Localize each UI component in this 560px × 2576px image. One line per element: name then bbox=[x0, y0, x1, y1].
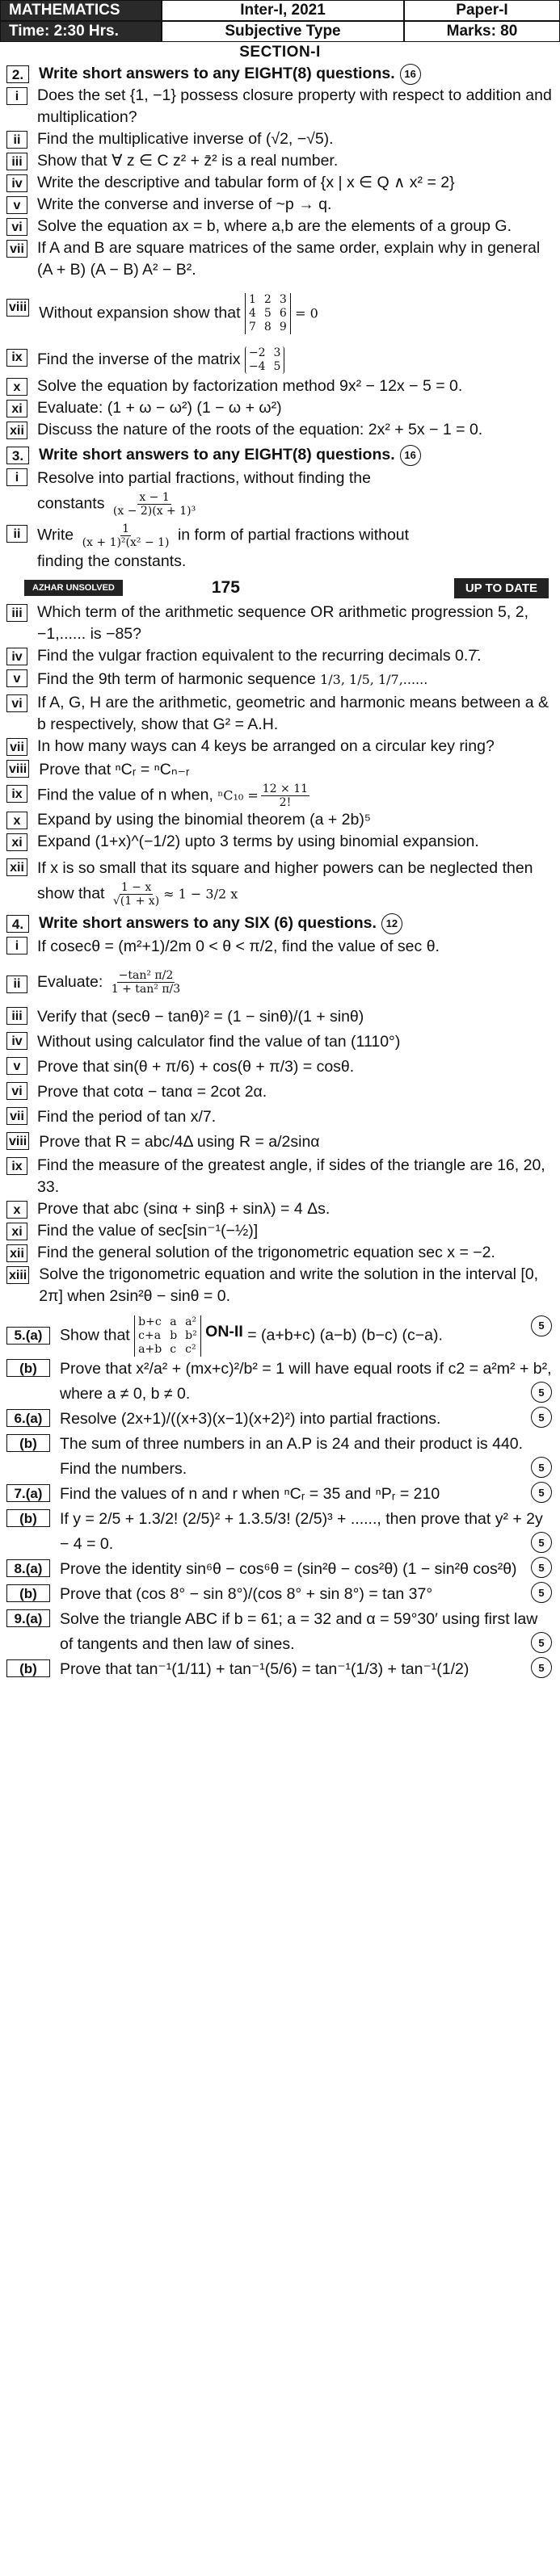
marks-cell: Marks: 80 bbox=[404, 21, 560, 42]
item-text: Resolve into partial fractions, without finding the constants $\frac{x - 1}{\text{(x − 2)(x + 1)³}}$ bbox=[37, 469, 371, 518]
determinant: b+c a a² c+a b b² a+b c c² bbox=[134, 1315, 201, 1357]
item-number: iii bbox=[6, 1007, 27, 1025]
item-number: xii bbox=[6, 858, 27, 876]
marks-circle: 5 bbox=[531, 1315, 552, 1336]
long-5a bbox=[6, 1315, 552, 1357]
marks-circle: 5 bbox=[531, 1482, 552, 1503]
item-number: xi bbox=[6, 833, 27, 851]
item-number: (b) bbox=[6, 1584, 50, 1602]
item-text: Resolve (2x+1)/((x+3)(x−1)(x+2)²) into partial fractions. 5 bbox=[60, 1407, 552, 1432]
item-text: Does the set {1, −1} possess closure property with respect to addition and multiplication? bbox=[37, 86, 552, 126]
item-text: Prove that x²/a² + (mx+c)²/b² = 1 will have equal roots if c2 = a²m² + b², where a ≠ 0, b ≠ 0. 5 bbox=[60, 1360, 552, 1403]
q3-item-v bbox=[6, 667, 552, 692]
publisher-label: AZHAR UNSOLVED bbox=[24, 580, 123, 596]
question-title: Write short answers to any EIGHT(8) questions. 16 bbox=[39, 63, 552, 85]
question-title: Write short answers to any EIGHT(8) questions. 16 bbox=[39, 444, 552, 466]
q3-item-i bbox=[6, 466, 552, 518]
item-text: Show that ∀ z ∈ C z² + z̄² is a real number. bbox=[37, 152, 339, 170]
item-number: (b) bbox=[6, 1509, 50, 1527]
page-number: 175 bbox=[211, 578, 240, 597]
item-number: xi bbox=[6, 1223, 27, 1240]
item-text: Prove that cotα − tanα = 2cot 2α. bbox=[37, 1083, 267, 1101]
long-6a bbox=[6, 1407, 552, 1432]
item-text: Prove that sin(θ + π/6) + cos(θ + π/3) = cosθ. bbox=[37, 1058, 355, 1076]
page-break-band bbox=[0, 577, 560, 598]
q2-item-ii bbox=[6, 128, 552, 150]
item-text: Solve the trigonometric equation and write the solution in the interval [0, 2π] when 2sin²θ − sinθ = 0. bbox=[39, 1265, 539, 1305]
item-number: x bbox=[6, 378, 27, 396]
header-row-1 bbox=[0, 0, 560, 21]
fraction: $\frac{\text{−tan² π/2}}{\text{1 + tan² π/3}}$ bbox=[111, 969, 181, 996]
item-number: vii bbox=[6, 240, 27, 258]
item-number: viii bbox=[6, 1132, 29, 1150]
type-cell: Subjective Type bbox=[162, 21, 404, 42]
item-text: Prove that R = abc/4Δ using R = a/2sinα bbox=[39, 1133, 320, 1151]
item-text: Find the values of n and r when ⁿCᵣ = 35 and ⁿPᵣ = 210 5 bbox=[60, 1482, 552, 1507]
item-text: Find the 9th term of harmonic sequence 1/3, 1/5, 1/7,...... bbox=[37, 670, 428, 688]
q3-item-iv bbox=[6, 645, 552, 667]
q3-item-vii bbox=[6, 736, 552, 757]
marks-circle: 16 bbox=[400, 445, 421, 466]
item-text: Evaluate: (1 + ω − ω²) (1 − ω + ω²) bbox=[37, 399, 282, 417]
item-number: xiii bbox=[6, 1266, 29, 1284]
item-text: Write the converse and inverse of ~p → q. bbox=[37, 195, 332, 213]
marks-circle: 5 bbox=[531, 1582, 552, 1603]
item-text: Expand (1+x)^(−1/2) upto 3 terms by using binomial expansion. bbox=[37, 833, 479, 850]
item-number: 8.(a) bbox=[6, 1559, 50, 1577]
section-2-label: ON-II bbox=[205, 1323, 243, 1340]
q2-item-i bbox=[6, 85, 552, 128]
q4-item-v bbox=[6, 1055, 552, 1080]
item-text: Prove that (cos 8° − sin 8°)/(cos 8° + sin 8°) = tan 37° 5 bbox=[60, 1582, 552, 1607]
item-number: xii bbox=[6, 422, 27, 439]
q2-item-viii bbox=[6, 287, 552, 334]
item-number: x bbox=[6, 1201, 27, 1219]
fraction: $\frac{1 - x}{√(1 + x)}$ bbox=[112, 881, 160, 908]
item-number: (b) bbox=[6, 1659, 50, 1677]
q3-item-xi bbox=[6, 831, 552, 853]
item-text: Prove that tan⁻¹(1/11) + tan⁻¹(5/6) = tan⁻¹(1/3) + tan⁻¹(1/2) 5 bbox=[60, 1657, 552, 1682]
item-number: ix bbox=[6, 349, 27, 367]
item-text: If A and B are square matrices of the same order, explain why in general (A + B) (A − B) A² − B². bbox=[37, 239, 541, 279]
q3-item-iii bbox=[6, 602, 552, 645]
question-title: Write short answers to any SIX (6) questions. 12 bbox=[39, 913, 552, 934]
q4-item-vii bbox=[6, 1105, 552, 1130]
item-number: viii bbox=[6, 299, 29, 317]
q2-item-ix bbox=[6, 341, 552, 375]
q4-item-ii bbox=[6, 966, 552, 998]
q3-item-vi bbox=[6, 692, 552, 736]
q3-heading bbox=[6, 444, 552, 466]
section-title: SECTION-I bbox=[239, 44, 321, 61]
item-number: ii bbox=[6, 131, 27, 149]
item-number: i bbox=[6, 468, 27, 486]
q4-heading bbox=[6, 913, 552, 934]
item-number: vi bbox=[6, 694, 27, 712]
header-row-2 bbox=[0, 21, 560, 42]
item-number: ix bbox=[6, 785, 27, 803]
q2-item-xii bbox=[6, 419, 552, 441]
q4-item-i bbox=[6, 934, 552, 959]
item-number: iv bbox=[6, 648, 27, 665]
item-number: vii bbox=[6, 738, 27, 756]
item-text: Find the period of tan x/7. bbox=[37, 1108, 217, 1126]
marks-circle: 5 bbox=[531, 1532, 552, 1553]
marks-circle: 12 bbox=[381, 913, 402, 934]
item-number: vi bbox=[6, 218, 27, 236]
item-text: Expand by using the binomial theorem (a + 2b)⁵ bbox=[37, 811, 371, 829]
item-number: ix bbox=[6, 1157, 27, 1175]
item-number: v bbox=[6, 196, 27, 214]
item-text: If cosecθ = (m²+1)/2m 0 < θ < π/2, find the value of sec θ. bbox=[37, 938, 440, 955]
item-text: Find the inverse of the matrix −2 3 −4 5 bbox=[37, 341, 552, 375]
item-number: iii bbox=[6, 604, 27, 622]
q3-item-ii bbox=[6, 522, 552, 574]
subject-cell: MATHEMATICS bbox=[0, 0, 162, 21]
item-number: xi bbox=[6, 400, 27, 417]
q4-item-iv bbox=[6, 1030, 552, 1055]
item-number: 7.(a) bbox=[6, 1484, 50, 1502]
q4-item-xi bbox=[6, 1220, 552, 1242]
q4-item-vi bbox=[6, 1080, 552, 1105]
item-text: Prove the identity sin⁶θ − cos⁶θ = (sin²θ − cos²θ) (1 − sin²θ cos²θ) 5 bbox=[60, 1557, 552, 1582]
long-5b bbox=[6, 1357, 552, 1407]
item-number: viii bbox=[6, 760, 29, 778]
uptodate-label: UP TO DATE bbox=[454, 578, 549, 598]
fraction: $\frac{1}{\text{(x + 1)²(x² − 1)}}$ bbox=[82, 522, 170, 549]
item-text: Discuss the nature of the roots of the equation: 2x² + 5x − 1 = 0. bbox=[37, 421, 483, 438]
item-number: i bbox=[6, 87, 27, 105]
matrix: −2 3 −4 5 bbox=[245, 346, 285, 374]
fraction: $\frac{x - 1}{\text{(x − 2)(x + 1)³}}$ bbox=[112, 491, 196, 518]
q4-item-xii bbox=[6, 1242, 552, 1264]
item-number: i bbox=[6, 937, 27, 954]
q2-item-vi bbox=[6, 216, 552, 237]
item-text: Find the value of n when, ⁿC₁₀ = $\frac{12 \times 11}{2!}$ bbox=[37, 782, 309, 809]
item-number: iv bbox=[6, 174, 27, 192]
q4-item-ix bbox=[6, 1155, 552, 1198]
q3-item-x bbox=[6, 809, 552, 831]
item-text: Evaluate: $\frac{\text{−tan² π/2}}{\text{1 + tan² π/3}}$ bbox=[37, 969, 181, 996]
q3-item-xii bbox=[6, 856, 552, 908]
item-text: Find the general solution of the trigonometric equation sec x = −2. bbox=[37, 1244, 495, 1261]
long-7b bbox=[6, 1507, 552, 1557]
item-number: v bbox=[6, 669, 27, 687]
marks-circle: 5 bbox=[531, 1657, 552, 1678]
q2-item-iii bbox=[6, 150, 552, 172]
item-text: Show that b+c a a² c+a b b² a+b c c² ON-II = (a+b+c) (a−b) (b−c) (c−a). 5 bbox=[60, 1315, 552, 1357]
item-number: ii bbox=[6, 975, 27, 993]
item-text: Solve the equation by factorization method 9x² − 12x − 5 = 0. bbox=[37, 377, 463, 395]
item-number: 5.(a) bbox=[6, 1327, 50, 1345]
marks-circle: 16 bbox=[400, 64, 421, 85]
item-number: xii bbox=[6, 1244, 27, 1262]
item-text: Find the value of sec[sin⁻¹(−½)] bbox=[37, 1222, 259, 1240]
marks-circle: 5 bbox=[531, 1407, 552, 1428]
long-8b bbox=[6, 1582, 552, 1607]
question-number: 3. bbox=[6, 447, 29, 464]
item-text: The sum of three numbers in an A.P is 24 and their product is 440. Find the numbers. 5 bbox=[60, 1432, 552, 1482]
q2-item-iv bbox=[6, 172, 552, 194]
item-number: (b) bbox=[6, 1434, 50, 1452]
marks-circle: 5 bbox=[531, 1557, 552, 1578]
item-text: Without using calculator find the value of tan (1110°) bbox=[37, 1033, 401, 1051]
marks-circle: 5 bbox=[531, 1457, 552, 1478]
long-7a bbox=[6, 1482, 552, 1507]
marks-circle: 5 bbox=[531, 1632, 552, 1653]
item-number: 9.(a) bbox=[6, 1609, 50, 1627]
item-text: Write $\frac{1}{\text{(x + 1)²(x² − 1)}}$ in form of partial fractions without finding the constants. bbox=[37, 522, 410, 570]
q2-item-xi bbox=[6, 397, 552, 419]
item-number: ii bbox=[6, 525, 27, 543]
item-text: If x is so small that its square and higher powers can be neglected then show that $\frac{1 - x}{√(1 + x)}$ ≈ 1 − 3/2 x bbox=[37, 859, 533, 908]
q2-heading bbox=[6, 63, 552, 85]
q4-item-xiii bbox=[6, 1264, 552, 1307]
q3-item-viii bbox=[6, 757, 552, 782]
item-number: (b) bbox=[6, 1359, 50, 1377]
time-cell: Time: 2:30 Hrs. bbox=[0, 21, 162, 42]
item-text: Which term of the arithmetic sequence OR arithmetic progression 5, 2, −1,...... is −85? bbox=[37, 603, 529, 643]
item-text: If y = 2/5 + 1.3/2! (2/5)² + 1.3.5/3! (2/5)³ + ......, then prove that y² + 2y − 4 = 0. 5 bbox=[60, 1507, 552, 1557]
q4-item-iii bbox=[6, 1005, 552, 1030]
q2-item-x bbox=[6, 375, 552, 397]
item-text: In how many ways can 4 keys be arranged on a circular key ring? bbox=[37, 737, 495, 755]
item-text: Without expansion show that 1 2 3 4 5 6 7 8 9 = 0 bbox=[39, 293, 318, 334]
item-text: Prove that ⁿCᵣ = ⁿCₙ₋ᵣ bbox=[39, 761, 190, 778]
question-number: 4. bbox=[6, 915, 29, 933]
item-text: Find the measure of the greatest angle, if sides of the triangle are 16, 20, 33. bbox=[37, 1156, 545, 1196]
item-text: Solve the equation ax = b, where a,b are the elements of a group G. bbox=[37, 217, 512, 235]
long-8a bbox=[6, 1557, 552, 1582]
question-number: 2. bbox=[6, 65, 29, 83]
item-number: v bbox=[6, 1057, 27, 1075]
long-9a bbox=[6, 1607, 552, 1657]
fraction: $\frac{12 \times 11}{2!}$ bbox=[262, 782, 309, 809]
q4-item-x bbox=[6, 1198, 552, 1220]
determinant: 1 2 3 4 5 6 7 8 9 bbox=[245, 293, 291, 334]
long-6b bbox=[6, 1432, 552, 1482]
item-text: Find the multiplicative inverse of (√2, −√5). bbox=[37, 130, 334, 148]
item-number: iii bbox=[6, 153, 27, 170]
q3-item-ix bbox=[6, 782, 552, 809]
item-text: Write the descriptive and tabular form of {x | x ∈ Q ∧ x² = 2} bbox=[37, 174, 455, 191]
paper-cell: Paper-I bbox=[404, 0, 560, 21]
item-number: iv bbox=[6, 1032, 27, 1050]
item-number: vi bbox=[6, 1082, 27, 1100]
marks-circle: 5 bbox=[531, 1382, 552, 1403]
item-number: vii bbox=[6, 1107, 27, 1125]
q2-item-v bbox=[6, 194, 552, 216]
item-text: If A, G, H are the arithmetic, geometric and harmonic means between a & b respectively, show that G² = A.H. bbox=[37, 694, 549, 733]
item-text: Verify that (secθ − tanθ)² = (1 − sinθ)/(1 + sinθ) bbox=[37, 1008, 364, 1026]
q2-item-vii bbox=[6, 237, 552, 281]
item-number: 6.(a) bbox=[6, 1409, 50, 1427]
item-text: Solve the triangle ABC if b = 61; a = 32 and α = 59°30′ using first law of tangents and then law of sines. 5 bbox=[60, 1607, 552, 1657]
year-cell: Inter-I, 2021 bbox=[162, 0, 404, 21]
item-number: x bbox=[6, 812, 27, 829]
q4-item-viii bbox=[6, 1130, 552, 1155]
item-text: Find the vulgar fraction equivalent to the recurring decimals 0.7̄. bbox=[37, 647, 482, 665]
item-text: Prove that abc (sinα + sinβ + sinλ) = 4 Δs. bbox=[37, 1200, 331, 1218]
long-9b bbox=[6, 1657, 552, 1682]
